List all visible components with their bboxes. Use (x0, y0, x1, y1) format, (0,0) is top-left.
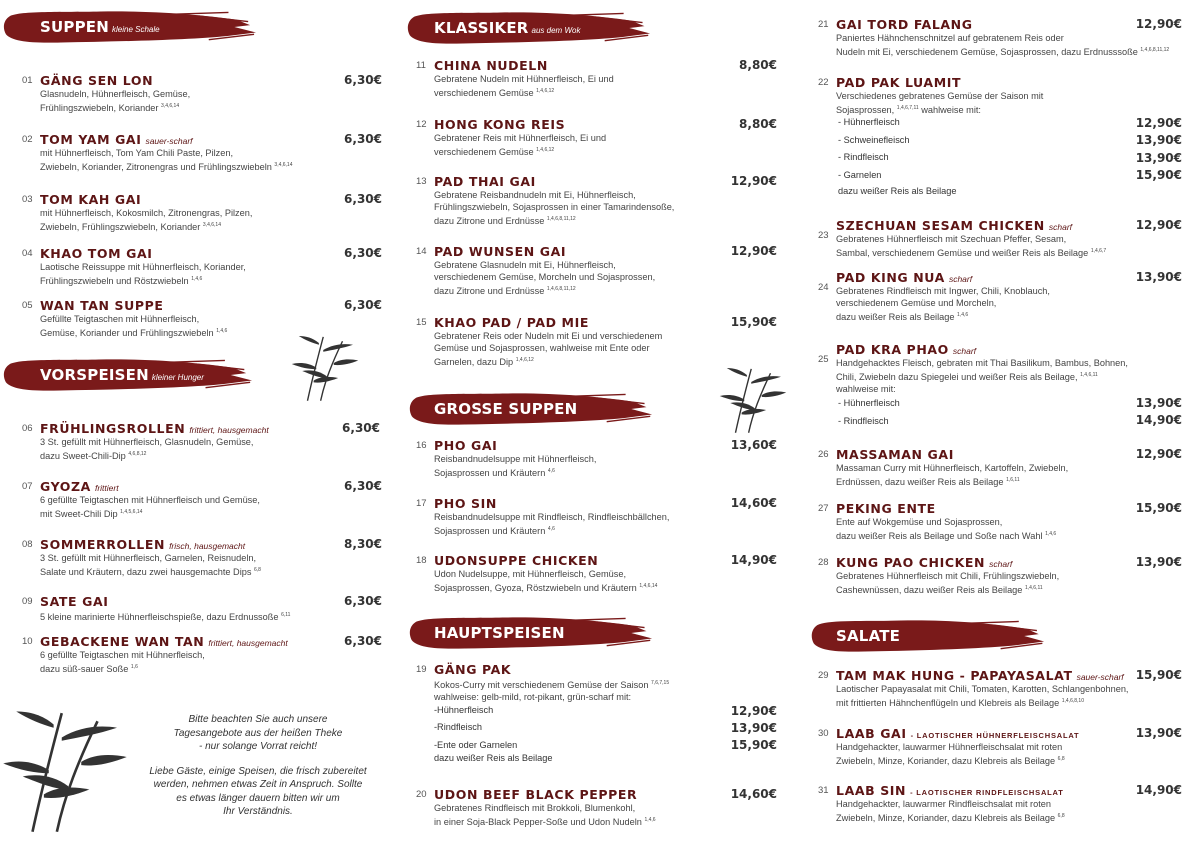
item-price: 15,90€ (730, 315, 777, 329)
item-price: 12,90€ (1135, 218, 1182, 232)
item-price: 6,30€ (344, 73, 382, 87)
section-banner-vorspeisen (2, 355, 254, 395)
item-number: 19 (416, 664, 427, 675)
item-price: 6,30€ (344, 132, 382, 146)
menu-item-26 (818, 446, 1182, 486)
item-name: FRÜHLINGSROLLEN frittiert, hausgemacht (40, 421, 269, 436)
menu-item-09 (22, 593, 392, 621)
item-name: SOMMERROLLEN frisch, hausgemacht (40, 537, 246, 552)
item-description: Gebratener Reis oder Nudeln mit Ei und verschiedenem Gemüse und Sojasprossen, wahlweise mit Ente oder Garnelen, dazu Dip $^{1,4,6,12}$ (434, 331, 663, 368)
section-banner-salate (810, 616, 1046, 656)
menu-item-22 (818, 74, 1182, 114)
item-name: SATE GAI (40, 594, 109, 609)
menu-item-25 (818, 341, 1182, 393)
menu-item-13 (416, 173, 781, 225)
item-number: 10 (22, 636, 33, 647)
section-subtitle: aus dem Wok (531, 26, 581, 35)
menu-item-07 (22, 478, 392, 518)
item-price: 6,30€ (344, 246, 382, 260)
item-number: 07 (22, 481, 33, 492)
item-name: WAN TAN SUPPE (40, 298, 164, 313)
option-label: - Schweinefleisch (838, 135, 910, 145)
item-description: Laotischer Papayasalat mit Chili, Tomaten, Karotten, Schlangenbohnen, mit frittierten Hähnchenflügeln und Klebreis als Beilage $^{1,4,6,8,10}$ (836, 684, 1129, 709)
option-note: dazu weißer Reis als Beilage (434, 753, 553, 763)
menu-item-11 (416, 57, 781, 97)
item-description: Gebratenes Hühnerfleisch mit Chili, Frühlingszwiebeln, Cashewnüssen, dazu weißer Reis als Beilage $^{1,4,6,11}$ (836, 571, 1060, 596)
item-price: 13,90€ (1135, 555, 1182, 569)
option-label: - Hühnerfleisch (838, 117, 900, 127)
item-description: Udon Nudelsuppe, mit Hühnerfleisch, Gemüse, Sojasprossen, Gyoza, Röstzwiebeln und Kräutern $^{1,4,6,14}$ (434, 569, 658, 594)
item-description: Handgehackter, lauwarmer Rindfleischsalat mit roten Zwiebeln, Minze, Koriander, dazu Klebreis als Beilage $^{6,8}$ (836, 799, 1065, 824)
item-price: 14,90€ (1135, 783, 1182, 797)
item-number: 26 (818, 449, 829, 460)
item-name: HONG KONG REIS (434, 117, 566, 132)
item-name: UDONSUPPE CHICKEN (434, 553, 599, 568)
item-number: 08 (22, 539, 33, 550)
item-number: 02 (22, 134, 33, 145)
menu-item-16 (416, 437, 781, 477)
item-price: 12,90€ (730, 174, 777, 188)
option-label: - Rindfleisch (838, 416, 889, 426)
item-price: 14,60€ (730, 787, 777, 801)
item-name: TAM MAK HUNG - PAPAYASALAT sauer-scharf (836, 668, 1124, 683)
option-label: - Garnelen (838, 170, 882, 180)
option-price: 13,90€ (1135, 396, 1182, 410)
item-number: 18 (416, 555, 427, 566)
item-number: 11 (416, 60, 426, 71)
section-title: SUPPEN (40, 18, 109, 36)
option-price: 13,90€ (1135, 133, 1182, 147)
item-name: PAD KRA PHAO scharf (836, 342, 977, 357)
menu-item-08 (22, 536, 392, 576)
item-number: 22 (818, 77, 829, 88)
item-description: mit Hühnerfleisch, Tom Yam Chili Paste, Pilzen, Zwiebeln, Koriander, Zitronengras und Frühlingszwiebeln $^{3,4,6,14}$ (40, 148, 293, 173)
menu-item-21 (818, 16, 1182, 56)
item-name: PAD KING NUA scharf (836, 270, 973, 285)
item-name: KHAO TOM GAI (40, 246, 153, 261)
item-name: CHINA NUDELN (434, 58, 548, 73)
item-description: Handgehacktes Fleisch, gebraten mit Thai Basilikum, Bambus, Bohnen, Chili, Zwiebeln dazu Spiegelei und weißer Reis als Beilage, $^{1,4,6,11}$ wahlweise mit: (836, 358, 1128, 395)
item-name: PEKING ENTE (836, 501, 936, 516)
item-price: 13,90€ (1135, 726, 1182, 740)
item-name: TOM YAM GAI sauer-scharf (40, 132, 193, 147)
item-description: Verschiedenes gebratenes Gemüse der Saison mit Sojasprossen, $^{1,4,6,7,11}$ wahlweise mit: (836, 91, 1044, 116)
item-description: Gebratenes Rindfleisch mit Brokkoli, Blumenkohl, in einer Soja-Black Pepper-Soße und Udon Nudeln $^{1,4,6}$ (434, 803, 656, 828)
item-name: GÄNG PAK (434, 662, 512, 677)
menu-item-20 (416, 786, 781, 826)
item-name: TOM KAH GAI (40, 192, 142, 207)
info-note: Bitte beachten Sie auch unsere Tagesangebote aus der heißen Theke - nur solange Vorrat reicht! Liebe Gäste, einige Speisen, die frisch zubereitet werden, nehmen etwas Zeit in Anspruch. Sollte es etwas länger dauern bitten wir um Ihr Verständnis. (149, 714, 367, 817)
option-price: 15,90€ (1135, 168, 1182, 182)
menu-item-30 (818, 725, 1182, 765)
section-title: KLASSIKER (434, 19, 529, 37)
option-label: -Rindfleisch (434, 722, 482, 732)
item-number: 24 (818, 282, 829, 293)
item-description: 6 gefüllte Teigtaschen mit Hühnerfleisch und Gemüse, mit Sweet-Chili Dip $^{1,4,5,6,14}$ (40, 495, 260, 520)
menu-item-31 (818, 782, 1182, 822)
item-price: 8,30€ (344, 537, 382, 551)
item-price: 14,60€ (730, 496, 777, 510)
item-number: 30 (818, 728, 829, 739)
item-price: 14,90€ (730, 553, 777, 567)
item-name: KHAO PAD / PAD MIE (434, 315, 589, 330)
bamboo-decoration-icon (0, 700, 130, 840)
section-title: VORSPEISEN (40, 366, 149, 384)
option-note: dazu weißer Reis als Beilage (838, 186, 957, 196)
menu-item-18 (416, 552, 781, 592)
item-price: 13,60€ (730, 438, 777, 452)
item-name: GAI TORD FALANG (836, 17, 973, 32)
item-name: MASSAMAN GAI (836, 447, 954, 462)
item-name: SZECHUAN SESAM CHICKEN scharf (836, 218, 1073, 233)
item-description: mit Hühnerfleisch, Kokosmilch, Zitronengras, Pilzen, Zwiebeln, Frühlingszwiebeln, Koriander $^{3,4,6,14}$ (40, 208, 253, 233)
item-description: Reisbandnudelsuppe mit Hühnerfleisch, Sojasprossen und Kräutern $^{4,6}$ (434, 454, 597, 479)
item-description: 3 St. gefüllt mit Hühnerfleisch, Glasnudeln, Gemüse, dazu Sweet-Chili-Dip $^{4,6,8,12}$ (40, 437, 254, 462)
item-description: Gefüllte Teigtaschen mit Hühnerfleisch, Gemüse, Koriander und Frühlingszwiebeln $^{1,4,6}$ (40, 314, 228, 339)
item-description: Paniertes Hähnchenschnitzel auf gebratenem Reis oder Nudeln mit Ei, verschiedenem Gemüse, Sojasprossen, dazu Erdnusssoße $^{1,4,6,8,11,12}$ (836, 33, 1170, 58)
item-number: 15 (416, 317, 427, 328)
item-number: 29 (818, 670, 829, 681)
item-number: 21 (818, 19, 829, 30)
item-name: PAD WUNSEN GAI (434, 244, 567, 259)
item-description: Ente auf Wokgemüse und Sojasprossen, dazu weißer Reis als Beilage und Soße nach Wahl $^{1,4,6}$ (836, 517, 1057, 542)
item-price: 6,30€ (342, 421, 380, 435)
item-name: GYOZA frittiert (40, 479, 119, 494)
item-number: 06 (22, 423, 33, 434)
item-name: PAD PAK LUAMIT (836, 75, 962, 90)
item-description: 3 St. gefüllt mit Hühnerfleisch, Garnelen, Reisnudeln, Salate und Kräutern, dazu zwei hausgemachte Dips $^{6,8}$ (40, 553, 261, 578)
item-price: 8,80€ (739, 117, 777, 131)
item-number: 23 (818, 230, 829, 241)
item-price: 6,30€ (344, 192, 382, 206)
item-price: 15,90€ (1135, 668, 1182, 682)
option-price: 12,90€ (730, 704, 777, 718)
menu-item-02 (22, 131, 392, 171)
menu-item-06 (22, 420, 392, 460)
menu-item-29 (818, 667, 1182, 707)
item-description: Gebratene Nudeln mit Hühnerfleisch, Ei und verschiedenem Gemüse $^{1,4,6,12}$ (434, 74, 614, 99)
item-description: Gebratene Glasnudeln mit Ei, Hühnerfleisch, verschiedenem Gemüse, Morcheln und Sojasprossen, dazu Zitrone und Erdnüsse $^{1,4,6,8,11,12}$ (434, 260, 656, 297)
item-price: 13,90€ (1135, 270, 1182, 284)
item-description: Reisbandnudelsuppe mit Rindfleisch, Rindfleischbällchen, Sojasprossen und Kräutern $^{4,6}$ (434, 512, 670, 537)
section-title: GROSSE SUPPEN (434, 400, 578, 418)
item-name: UDON BEEF BLACK PEPPER (434, 787, 638, 802)
menu-item-19 (416, 661, 781, 701)
option-price: 15,90€ (730, 738, 777, 752)
item-name: GÄNG SEN LON (40, 73, 154, 88)
menu-item-12 (416, 116, 781, 156)
item-description: Gebratener Reis mit Hühnerfleisch, Ei und verschiedenem Gemüse $^{1,4,6,12}$ (434, 133, 607, 158)
column-3 (800, 0, 1200, 847)
item-number: 16 (416, 440, 427, 451)
item-number: 12 (416, 119, 427, 130)
item-description: 5 kleine marinierte Hühnerfleischspieße, dazu Erdnussoße $^{6,11}$ (40, 612, 291, 623)
section-title: SALATE (836, 627, 901, 645)
item-price: 6,30€ (344, 298, 382, 312)
item-number: 27 (818, 503, 829, 514)
item-number: 05 (22, 300, 33, 311)
menu-item-03 (22, 191, 392, 231)
option-label: - Rindfleisch (838, 152, 889, 162)
item-price: 12,90€ (1135, 17, 1182, 31)
item-price: 8,80€ (739, 58, 777, 72)
item-name: LAAB SIN - LAOTISCHER RINDFLEISCHSALAT (836, 783, 1064, 798)
option-price: 13,90€ (1135, 151, 1182, 165)
option-price: 13,90€ (730, 721, 777, 735)
item-price: 12,90€ (1135, 447, 1182, 461)
item-number: 28 (818, 557, 829, 568)
item-number: 25 (818, 354, 829, 365)
bamboo-decoration-icon (290, 330, 360, 405)
item-price: 15,90€ (1135, 501, 1182, 515)
item-name: KUNG PAO CHICKEN scharf (836, 555, 1013, 570)
item-description: 6 gefüllte Teigtaschen mit Hühnerfleisch, dazu süß-sauer Soße $^{1,6}$ (40, 650, 205, 675)
menu-item-15 (416, 314, 781, 366)
menu-item-04 (22, 245, 392, 285)
section-subtitle: kleine Schale (111, 25, 160, 34)
item-description: Gebratene Reisbandnudeln mit Ei, Hühnerfleisch, Frühlingszwiebeln, Sojasprossen in einer Tamarindensoße, dazu Zitrone und Erdnüsse $^{1,4,6,8,11,12}$ (434, 190, 675, 227)
menu-item-27 (818, 500, 1182, 540)
item-number: 04 (22, 248, 33, 259)
item-name: PHO GAI (434, 438, 498, 453)
item-description: Kokos-Curry mit verschiedenem Gemüse der Saison $^{7,6,7,15}$ wahlweise: gelb-mild, rot-pikant, grün-scharf mit: (434, 680, 670, 703)
menu-item-28 (818, 554, 1182, 594)
section-banner-klassiker (406, 8, 652, 48)
option-label: - Hühnerfleisch (838, 398, 900, 408)
option-price: 14,90€ (1135, 413, 1182, 427)
section-subtitle: kleiner Hunger (151, 373, 204, 382)
item-name: PAD THAI GAI (434, 174, 536, 189)
item-description: Laotische Reissuppe mit Hühnerfleisch, Koriander, Frühlingszwiebeln und Röstzwiebeln $^{1,4,6}$ (40, 262, 246, 287)
item-name: LAAB GAI - LAOTISCHER HÜHNERFLEISCHSALAT (836, 726, 1080, 741)
menu-item-23 (818, 217, 1182, 257)
menu-item-01 (22, 72, 392, 112)
option-label: -Ente oder Garnelen (434, 740, 518, 750)
item-name: GEBACKENE WAN TAN frittiert, hausgemacht (40, 634, 288, 649)
item-number: 14 (416, 246, 427, 257)
item-number: 20 (416, 789, 427, 800)
menu-item-17 (416, 495, 781, 535)
column-1 (0, 0, 400, 847)
section-banner-suppen (2, 7, 258, 47)
item-price: 12,90€ (730, 244, 777, 258)
bamboo-decoration-icon (718, 362, 788, 437)
option-price: 12,90€ (1135, 116, 1182, 130)
section-title: HAUPTSPEISEN (434, 624, 565, 642)
option-label: -Hühnerfleisch (434, 705, 494, 715)
item-number: 31 (818, 785, 829, 796)
column-2 (400, 0, 800, 847)
item-number: 09 (22, 596, 33, 607)
item-description: Gebratenes Hühnerfleisch mit Szechuan Pfeffer, Sesam, Sambal, verschiedenem Gemüse und weißer Reis als Beilage $^{1,4,6,7}$ (836, 234, 1107, 259)
section-banner-hauptspeisen (408, 613, 654, 653)
item-number: 13 (416, 176, 427, 187)
item-number: 03 (22, 194, 33, 205)
menu-item-14 (416, 243, 781, 295)
item-number: 17 (416, 498, 427, 509)
item-price: 6,30€ (344, 479, 382, 493)
menu-item-10 (22, 633, 392, 673)
item-name: PHO SIN (434, 496, 497, 511)
section-banner-grosse-suppen (408, 389, 654, 429)
item-price: 6,30€ (344, 634, 382, 648)
item-price: 6,30€ (344, 594, 382, 608)
item-description: Massaman Curry mit Hühnerfleisch, Kartoffeln, Zwiebeln, Erdnüssen, dazu weißer Reis als Beilage $^{1,6,11}$ (836, 463, 1069, 488)
menu-item-24 (818, 269, 1182, 321)
item-description: Gebratenes Rindfleisch mit Ingwer, Chili, Knoblauch, verschiedenem Gemüse und Morcheln, dazu weißer Reis als Beilage $^{1,4,6}$ (836, 286, 1050, 323)
item-number: 01 (22, 75, 33, 86)
item-description: Handgehackter, lauwarmer Hühnerfleischsalat mit roten Zwiebeln, Minze, Koriander, dazu Klebreis als Beilage $^{6,8}$ (836, 742, 1065, 767)
item-description: Glasnudeln, Hühnerfleisch, Gemüse, Frühlingszwiebeln, Koriander $^{3,4,6,14}$ (40, 89, 191, 114)
